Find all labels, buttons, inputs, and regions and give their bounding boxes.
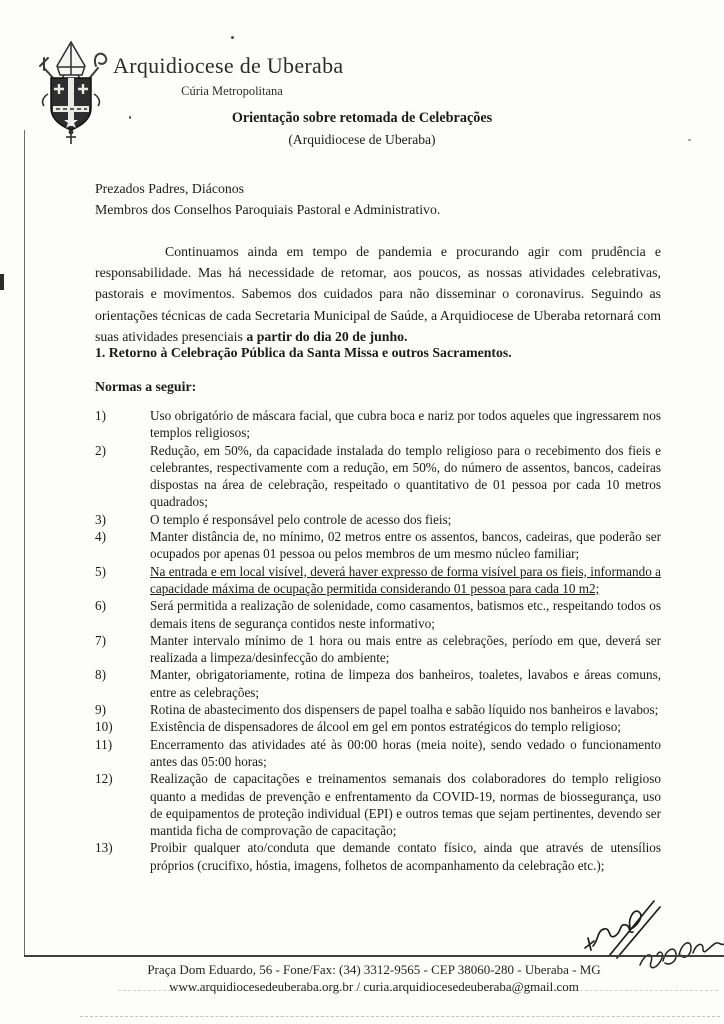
- item-number: 11): [95, 736, 113, 752]
- list-item-1: [95, 407, 661, 442]
- scan-dotted-artifact: [80, 1016, 720, 1017]
- list-item-9: [95, 701, 661, 718]
- item-text: Manter distância de, no mínimo, 02 metros entre os assentos, bancos, cadeiras, que poderão ser ocupados por apenas 01 pessoa ou pelos membros de um mesmo núcleo familiar;: [150, 529, 661, 562]
- org-name: Arquidiocese de Uberaba: [113, 53, 344, 78]
- item-number: 4): [95, 529, 106, 545]
- item-number: 10): [95, 719, 113, 735]
- salutation-line: Membros dos Conselhos Paroquiais Pastoral e Administrativo.: [95, 202, 441, 217]
- item-text: Será permitida a realização de solenidade, como casamentos, batismos etc., respeitando todos os demais itens de segurança contidos neste informativo;: [150, 598, 661, 631]
- list-item-13: [95, 839, 661, 874]
- footer-address: Praça Dom Eduardo, 56 - Fone/Fax: (34) 3312-9565 - CEP 38060-280 - Uberaba - MG: [147, 962, 601, 977]
- item-text: Manter, obrigatoriamente, rotina de limpeza dos banheiros, toaletes, lavabos e áreas comuns, entre as celebrações;: [150, 667, 661, 700]
- footer-contacts: www.arquidiocesedeuberaba.org.br / curia.arquidiocesedeuberaba@gmail.com: [169, 979, 579, 994]
- item-number: 13): [95, 840, 113, 856]
- list-item-4: [95, 528, 661, 563]
- intro-highlight: a partir do dia 20 de junho.: [246, 328, 408, 344]
- item-number: 6): [95, 598, 106, 614]
- org-subtitle: Cúria Metropolitana: [181, 84, 283, 98]
- section-heading: 1. Retorno à Celebração Pública da Santa Missa e outros Sacramentos.: [95, 345, 512, 360]
- list-item-10: [95, 718, 661, 735]
- list-item-7: [95, 632, 661, 667]
- footer-divider: [24, 955, 724, 957]
- intro-text: Continuamos ainda em tempo de pandemia e procurando agir com prudência e responsabilidade. Mas há necessidade de retomar, aos poucos, as nossas atividades celebrativas, pastorais e movimentos. Sabemos dos cuidados para não disseminar o coronavirus. Seguindo as orientações técnicas de cada Secretaria Municipal de Saúde, a Arquidiocese de Uberaba retornará com suas atividades presenciais: [95, 244, 661, 344]
- list-item-2: [95, 442, 661, 511]
- norms-list: [95, 407, 661, 874]
- item-text: Proibir qualquer ato/conduta que demande contato físico, ainda que através de utensílios próprios (crucifixo, hóstia, imagens, folhetos de acompanhamento da celebração etc.);: [150, 840, 661, 873]
- salutation: [95, 178, 440, 220]
- list-item-8: [95, 666, 661, 701]
- list-item-6: [95, 597, 661, 632]
- list-item-12: [95, 770, 661, 839]
- list-item-5: [95, 563, 661, 598]
- scan-edge-blotch: [0, 274, 4, 290]
- item-text: Manter intervalo mínimo de 1 hora ou mais entre as celebrações, período em que, deverá ser realizada a limpeza/desinfecção do ambiente;: [150, 632, 661, 666]
- item-number: 8): [95, 667, 106, 683]
- item-text: O templo é responsável pelo controle de acesso dos fieis;: [150, 511, 452, 527]
- item-text: Uso obrigatório de máscara facial, que cubra boca e nariz por todos aqueles que ingressarem nos templos religiosos;: [150, 408, 661, 441]
- item-text: Redução, em 50%, da capacidade instalada do templo religioso para o recebimento dos fieis e celebrantes, respectivamente com a redução, em 50%, do número de assentos, bancos, cadeiras dispostas na área de celebração, respeitado o quantitativo de 01 pessoa por cada 10 metros quadrados;: [150, 442, 661, 510]
- item-text: Realização de capacitações e treinamentos semanais dos colaboradores do templo religioso quanto a medidas de prevenção e enfrentamento da COVID-19, normas de biossegurança, uso de equipamentos de proteção individual (EPI) e outros temas que sejam pertinentes, devendo ser mantida ficha de comprovação de capacitação;: [150, 771, 661, 839]
- item-number: 2): [95, 442, 106, 458]
- list-item-3: [95, 511, 661, 528]
- footer: [24, 961, 724, 995]
- item-number: 5): [95, 563, 106, 579]
- item-number: 7): [95, 632, 106, 648]
- salutation-line: Prezados Padres, Diáconos: [95, 181, 245, 196]
- scan-speck: [231, 36, 234, 39]
- item-text-underlined: Na entrada e em local visível, deverá haver expresso de forma visível para os fieis, informando a capacidade máxima de ocupação permitida considerando 01 pessoa para cada 10 m2;: [150, 563, 661, 596]
- document-subtitle: (Arquidiocese de Uberaba): [288, 132, 436, 147]
- item-number: 3): [95, 511, 106, 527]
- item-number: 9): [95, 702, 106, 718]
- item-text: Encerramento das atividades até às 00:00 horas (meia noite), sendo vedado o funcionamento antes das 05:00 horas;: [150, 736, 661, 769]
- scan-margin-line: [24, 130, 25, 956]
- item-text: Rotina de abastecimento dos dispensers de papel toalha e sabão líquido nos banheiros e lavabos;: [150, 702, 659, 718]
- intro-paragraph: [95, 241, 661, 347]
- item-number: 12): [95, 771, 113, 787]
- item-number: 1): [95, 408, 106, 423]
- list-item-11: [95, 736, 661, 771]
- document-title: Orientação sobre retomada de Celebrações: [231, 110, 493, 126]
- item-text: Existência de dispensadores de álcool em gel em pontos estratégicos do templo religioso;: [150, 719, 621, 735]
- norms-heading: Normas a seguir:: [95, 379, 197, 394]
